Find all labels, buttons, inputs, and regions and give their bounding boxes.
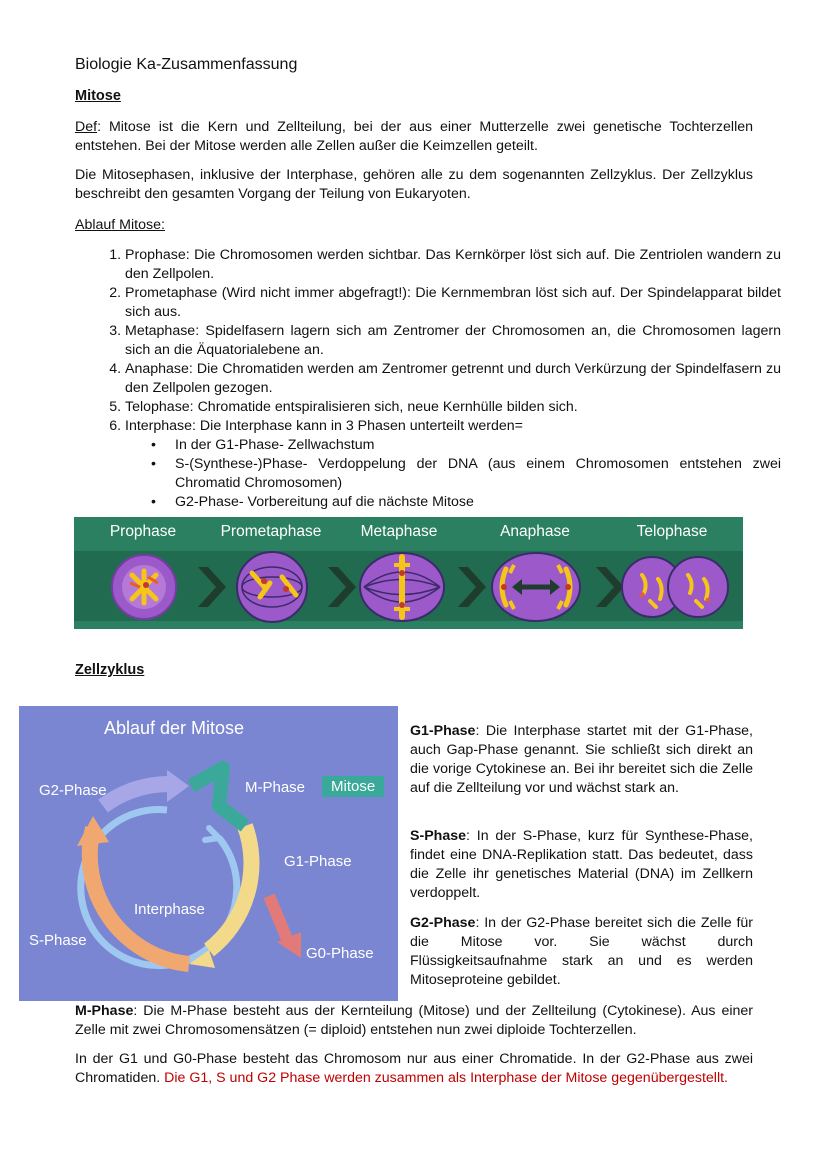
m-label: M-Phase — [75, 1003, 134, 1019]
step-item-interphase — [125, 417, 781, 512]
mitose-heading: Mitose — [75, 88, 121, 104]
strip-label-prophase: Prophase — [109, 523, 177, 540]
bullet-item: • G2-Phase- Vorbereitung auf die nächste Mitose — [175, 493, 781, 512]
m-paragraph — [75, 1002, 753, 1040]
step-item: 2. Prometaphase (Wird nicht immer abgefragt!): Die Kernmembran löst sich auf. Der Spindelapparat bildet sich aus. — [125, 284, 781, 322]
final-paragraph — [75, 1050, 753, 1088]
strip-label-anaphase: Anaphase — [500, 523, 570, 540]
prometaphase-cell-icon — [237, 552, 307, 622]
phase-strip-graphics — [74, 517, 743, 629]
metaphase-cell-icon — [360, 553, 444, 621]
g2-label: G2-Phase — [410, 915, 476, 931]
step-item: 5. Telophase: Chromatide entspiralisieren sich, neue Kernhülle bilden sich. — [125, 398, 781, 417]
m-text: : Die M-Phase besteht aus der Kernteilung (Mitose) und der Zellteilung (Cytokinese). Aus einer Zelle mit zwei Chromosomensätzen (= diploid) entstehen nun zwei diploide Tochterzellen. — [75, 1003, 753, 1038]
g1-arc — [209, 826, 251, 950]
cell-cycle-diagram — [19, 706, 398, 1001]
diagram-label-g2: G2-Phase — [39, 782, 107, 799]
diagram-label-m: M-Phase — [245, 779, 306, 796]
step-item: 4. Anaphase: Die Chromatiden werden am Zentromer getrennt und durch Verkürzung der Spindelfasern zu den Zellpolen gezogen. — [125, 360, 781, 398]
mitosis-phase-strip — [74, 517, 743, 629]
step-item: 3. Metaphase: Spidelfasern lagern sich am Zentromer der Chromosomen an, die Chromosomen lagern sich an die Äquatorialebene an. — [125, 322, 781, 360]
s-paragraph — [410, 827, 753, 903]
bullet-item: • In der G1-Phase- Zellwachstum — [175, 436, 781, 455]
g0-branch — [269, 896, 289, 944]
g2-text: : In der G2-Phase bereitet sich die Zelle für die Mitose vor. Sie wächst durch Flüssigkeitsaufnahme stark an und es werden Mitoseproteine gebildet. — [410, 915, 753, 988]
g1-label: G1-Phase — [410, 723, 476, 739]
g1-text: : Die Interphase startet mit der G1-Phase, auch Gap-Phase genannt. Sie schließt sich direkt an die vorige Cytokinese an. Bei ihr bereitet sich die Zelle auf die Zellteilung vor und wächst stark an. — [410, 723, 753, 796]
s-label: S-Phase — [410, 828, 466, 844]
strip-label-telophase: Telophase — [636, 523, 708, 540]
mitosephasen-paragraph: Die Mitosephasen, inklusive der Interphase, gehören alle zu dem sogenannten Zellzyklus. Der Zellzyklus beschreibt den gesamten Vorgang der Teilung von Eukaryoten. — [75, 167, 753, 202]
document-title: Biologie Ka-Zusammenfassung — [75, 56, 298, 73]
interphase-bullets — [125, 436, 781, 512]
strip-label-metaphase: Metaphase — [360, 523, 438, 540]
step-item: 1. Prophase: Die Chromosomen werden sichtbar. Das Kernkörper löst sich auf. Die Zentriolen wandern zu den Zellpolen. — [125, 246, 781, 284]
diagram-mitose-badge: Mitose — [322, 776, 384, 797]
final-red-text: Die G1, S und G2 Phase werden zusammen als Interphase der Mitose gegenübergestellt. — [164, 1070, 728, 1086]
diagram-label-g0: G0-Phase — [306, 945, 374, 962]
ablauf-heading: Ablauf Mitose: — [75, 217, 165, 233]
step-interphase-text: Interphase: Die Interphase kann in 3 Phasen unterteilt werden= — [125, 418, 523, 434]
strip-label-prometaphase: Prometaphase — [220, 523, 322, 540]
diagram-title: Ablauf der Mitose — [104, 718, 245, 738]
g2-paragraph — [410, 914, 753, 990]
m-phase-marker — [191, 768, 245, 826]
bullet-item: • S-(Synthese-)Phase- Verdoppelung der DNA (aus einem Chromosomen entstehen zwei Chromatid Chromosomen) — [175, 455, 781, 493]
mitose-steps-list — [97, 246, 781, 512]
definition-label: Def — [75, 119, 98, 135]
s-text: : In der S-Phase, kurz für Synthese-Phase, findet eine DNA-Replikation statt. Das bedeutet, dass die Zelle ihr genetisches Material (DNA) im Zellkern verdoppelt. — [410, 828, 753, 901]
final-text: In der G1 und G0-Phase besteht das Chromosom nur aus einer Chromatide. In der G2-Phase aus zwei Chromatiden. — [75, 1051, 753, 1086]
zellzyklus-heading: Zellzyklus — [75, 662, 145, 678]
definition-text: : Mitose ist die Kern und Zellteilung, bei der aus einer Mutterzelle zwei genetische Tochterzellen entstehen. Bei der Mitose werden alle Zellen außer die Keimzellen geteilt. — [75, 119, 753, 154]
diagram-label-interphase: Interphase — [134, 901, 205, 918]
g2-arc — [103, 784, 169, 806]
g1-paragraph — [410, 722, 753, 798]
anaphase-cell-icon — [492, 553, 580, 621]
diagram-label-g1: G1-Phase — [284, 853, 352, 870]
diagram-label-s: S-Phase — [29, 932, 87, 949]
definition-paragraph — [75, 118, 753, 156]
prophase-cell-icon — [112, 555, 176, 619]
